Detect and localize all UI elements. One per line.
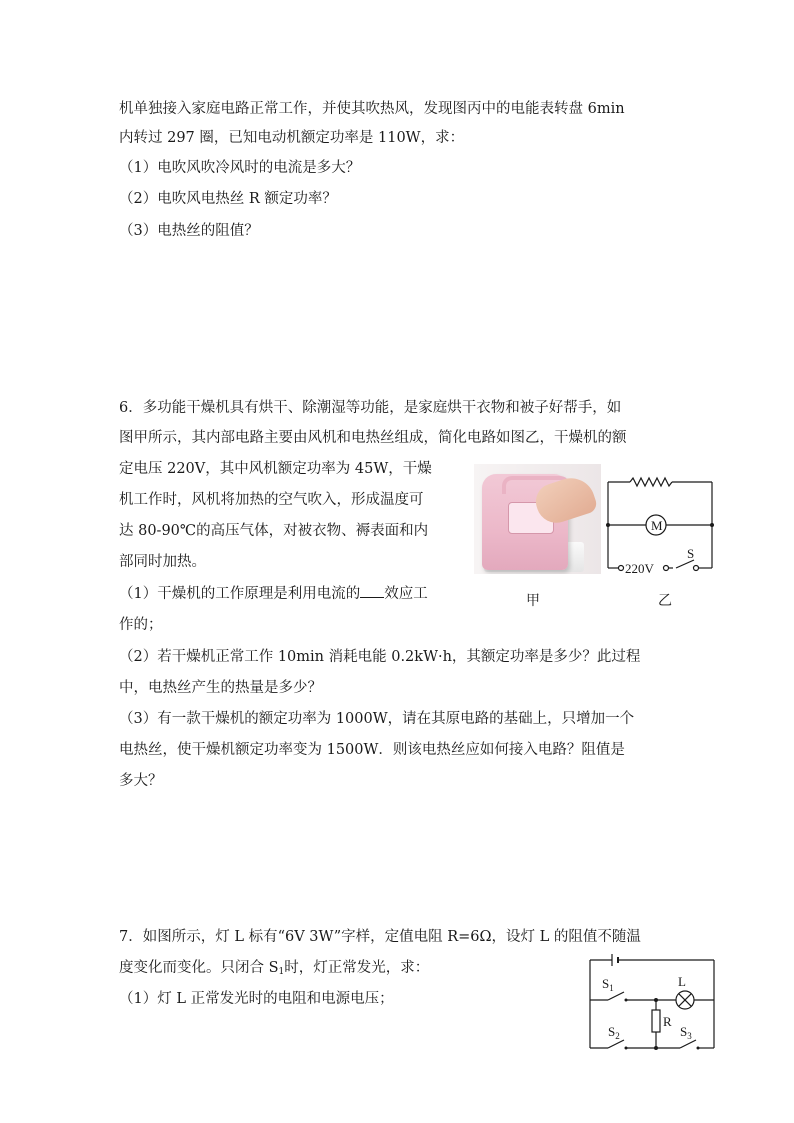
- q6-text-line3: 定电压 220V，其中风机额定功率为 45W，干燥: [119, 461, 432, 477]
- s1-label: $S_1$: [602, 976, 614, 993]
- heating-wire-resistor: [630, 478, 672, 486]
- s2-label: $S_2$: [608, 1024, 620, 1041]
- switch-s1: [608, 992, 624, 1000]
- q7-line2-text-a: 度变化而变化。只闭合 S: [119, 960, 279, 976]
- q6-subquestion-2-line1: （2）若干燥机正常工作 10min 消耗电能 0.2kW·h，其额定功率是多少？此过程: [119, 649, 641, 665]
- answer-blank[interactable]: [360, 583, 384, 598]
- q7-text-line2: [119, 958, 429, 982]
- q5-subquestion-1: （1）电吹风吹冷风时的电流是多大？: [119, 160, 361, 176]
- q7-text-line1: 7．如图所示，灯 L 标有“6V 3W”字样，定值电阻 R=6Ω，设灯 L 的阻值不随温: [119, 929, 641, 945]
- q7-line2-subscript: 1: [278, 967, 285, 977]
- q5-text-line2: 内转过 297 圈，已知电动机额定功率是 110W，求：: [119, 130, 465, 146]
- figure-caption-jia: 甲: [526, 593, 540, 609]
- q6-subquestion-3-line1: （3）有一款干燥机的额定功率为 1000W，请在其原电路的基础上，只增加一个: [119, 711, 635, 727]
- switch-label: S: [687, 546, 695, 561]
- s3-label: $S_3$: [680, 1024, 692, 1041]
- dryer-photo: [474, 464, 601, 574]
- resistor-label: R: [663, 1014, 672, 1029]
- q6-subquestion-3-line3: 多大？: [119, 773, 163, 789]
- q5-subquestion-2: （2）电吹风电热丝 R 额定功率？: [119, 191, 337, 207]
- lamp-circuit-diagram: [582, 950, 722, 1054]
- q6-text-line4: 机工作时，风机将加热的空气吹入，形成温度可: [119, 492, 424, 508]
- switch-s: [676, 560, 694, 568]
- motor-label: M: [651, 518, 663, 533]
- q6-text-line6: 部同时加热。: [119, 554, 206, 570]
- resistor-r: [652, 1010, 660, 1032]
- q6-text-line2: 图甲所示，其内部电路主要由风机和电热丝组成，简化电路如图乙，干燥机的额: [119, 430, 627, 446]
- switch-s3: [680, 1040, 696, 1048]
- switch-s2: [608, 1040, 624, 1048]
- q6-subquestion-3-line2: 电热丝，使干燥机额定功率变为 1500W．则该电热丝应如何接入电路？阻值是: [119, 742, 625, 758]
- q7-line2-text-b: 时，灯正常发光，求：: [284, 960, 430, 976]
- q6-subquestion-1: [119, 583, 428, 604]
- q6-sub1-text-a: （1）干燥机的工作原理是利用电流的: [119, 586, 361, 602]
- lamp-label: L: [678, 974, 686, 989]
- figure-caption-yi: 乙: [658, 593, 672, 609]
- voltage-label: 220V: [625, 561, 654, 576]
- dryer-circuit-diagram: [600, 470, 720, 580]
- q7-subquestion-1: （1）灯 L 正常发光时的电阻和电源电压；: [119, 991, 394, 1007]
- q6-sub1-text-b: 效应工: [384, 586, 428, 602]
- q6-sub1-text-c: 作的；: [119, 617, 163, 633]
- q6-subquestion-2-line2: 中，电热丝产生的热量是多少？: [119, 680, 322, 696]
- q6-text-line5: 达 80-90℃的高压气体，对被衣物、褥表面和内: [119, 523, 429, 539]
- q6-text-line1: 6．多功能干燥机具有烘干、除潮湿等功能，是家庭烘干衣物和被子好帮手，如: [119, 400, 622, 416]
- q5-text-line1: 机单独接入家庭电路正常工作，并使其吹热风，发现图丙中的电能表转盘 6min: [119, 101, 625, 117]
- q5-subquestion-3: （3）电热丝的阻值？: [119, 223, 259, 239]
